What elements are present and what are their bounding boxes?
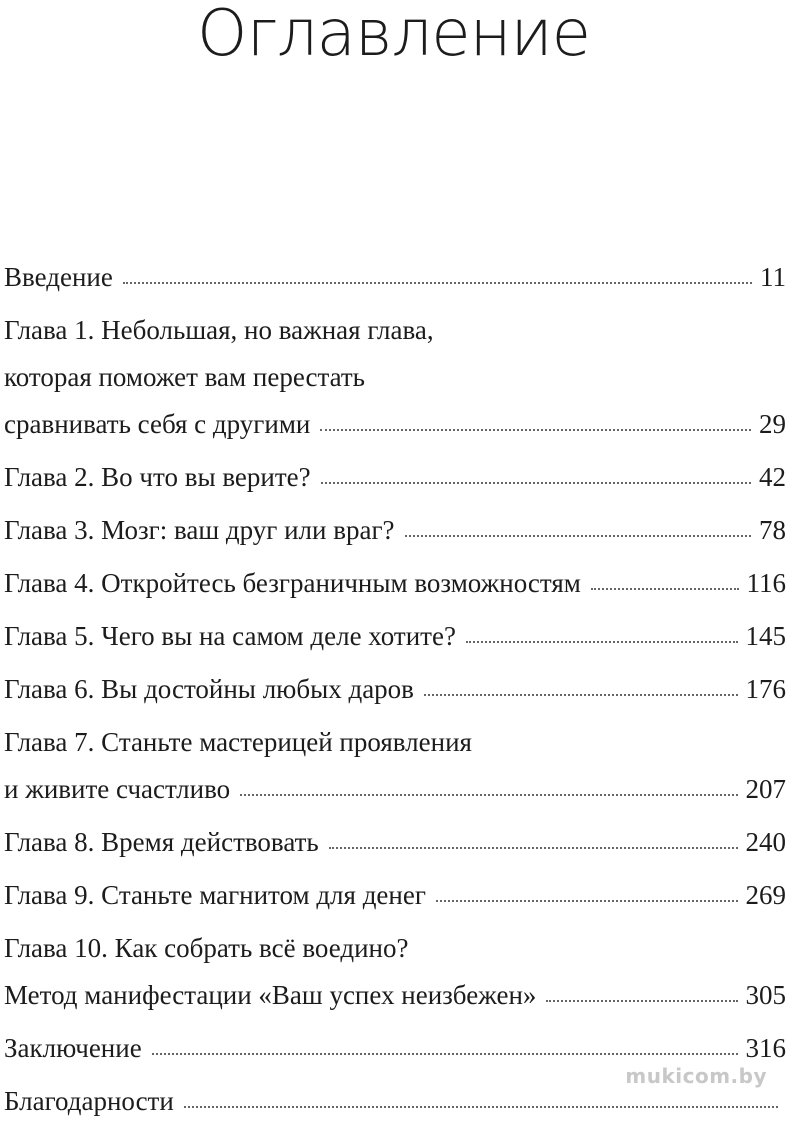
toc-entry [4,872,786,919]
toc-page-number: 176 [745,674,786,704]
dot-leader [329,847,738,849]
toc-entry-title: Глава 3. Мозг: ваш друг или враг? [4,515,395,545]
toc-entry-title: Глава 1. Небольшая, но важная глава, [4,315,434,345]
toc-entry [4,613,786,660]
toc-entry-line [4,666,786,713]
toc-entry [4,507,786,554]
toc-entry-line [4,401,786,448]
toc-entry [4,560,786,607]
dot-leader [240,794,737,796]
toc-entry [4,307,786,448]
toc-entry-title: и живите счастливо [4,774,231,804]
toc-entry [4,254,786,301]
toc-entry-title: Глава 9. Станьте магнитом для денег [4,880,426,910]
dot-leader [436,900,738,902]
toc-page-number: 269 [745,880,786,910]
toc-entry [4,666,786,713]
toc-entry-title: Глава 10. Как собрать всё воедино? [4,933,409,963]
dot-leader [466,641,738,643]
dot-leader [405,535,751,537]
toc-entry-title: сравнивать себя с другими [4,409,311,439]
toc-entry-title: Глава 5. Чего вы на самом деле хотите? [4,621,456,651]
toc-entry-line [4,560,786,607]
toc-entry-line [4,872,786,919]
toc-page-number: 145 [745,621,786,651]
toc-entry [4,925,786,1019]
toc-entry-line [4,613,786,660]
toc-entry-title: Глава 7. Станьте мастерицей проявления [4,727,472,757]
toc-entry-title: Глава 4. Откройтесь безграничным возможностям [4,568,581,598]
dot-leader [320,429,751,431]
dot-leader [152,1053,738,1055]
toc-entry [4,819,786,866]
toc-entry-line [4,766,786,813]
dot-leader [546,1000,737,1002]
toc-page-number: 305 [745,980,786,1010]
toc-entry-line [4,307,786,354]
toc-entry-line [4,354,786,401]
toc-page-number: 78 [759,515,786,545]
toc-page-number: 207 [745,774,786,804]
toc-page-number: 11 [760,262,786,292]
toc-entry [4,454,786,501]
page-title: Оглавление [196,0,591,71]
dot-leader [591,588,739,590]
dot-leader [123,282,752,284]
toc-entry-line [4,819,786,866]
toc-entry-title: которая поможет вам перестать [4,362,365,392]
toc-page-number: 116 [746,568,786,598]
dot-leader [184,1106,778,1108]
watermark: mukicom.by [625,1064,767,1088]
toc-entry-title: Глава 2. Во что вы верите? [4,462,311,492]
toc-entry-line [4,719,786,766]
toc-entry-title: Благодарности [4,1086,174,1116]
dot-leader [424,694,738,696]
toc-entry-title: Введение [4,262,113,292]
toc-entry-line [4,454,786,501]
toc-page-number: 29 [759,409,786,439]
toc-entry-title: Заключение [4,1033,142,1063]
toc-entry-line [4,507,786,554]
toc-entry-line [4,254,786,301]
toc-entry-line [4,925,786,972]
toc-entry-title: Глава 8. Время действовать [4,827,319,857]
toc-entry-title: Глава 6. Вы достойны любых даров [4,674,414,704]
toc-entry-line [4,972,786,1019]
toc-page-number: 316 [745,1033,786,1063]
dot-leader [321,482,751,484]
toc-page-number: 42 [759,462,786,492]
toc-entry [4,719,786,813]
toc-entry-title: Метод манифестации «Ваш успех неизбежен» [4,980,537,1010]
toc-page-number: 240 [745,827,786,857]
